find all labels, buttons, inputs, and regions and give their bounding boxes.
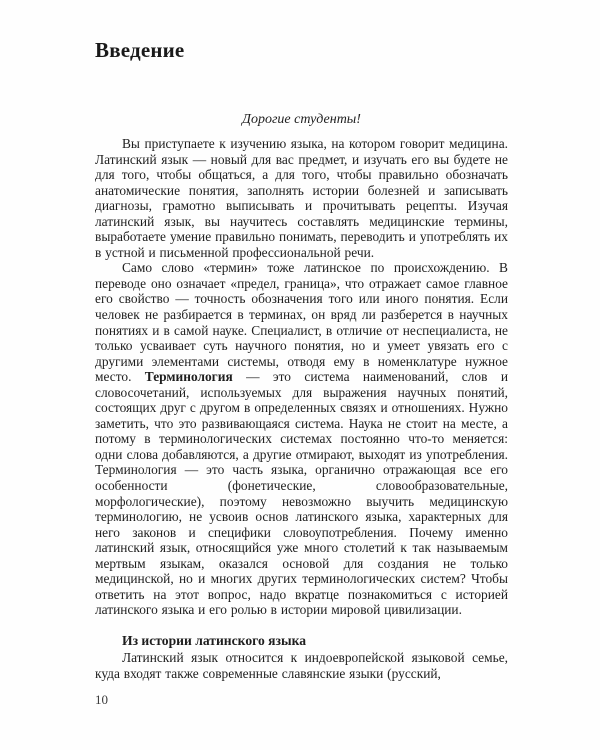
page-number: 10 xyxy=(95,692,108,707)
paragraph-intro: Вы приступаете к изучению языка, на котором говорит медицина. Латинский язык — новый для вас предмет, и изучать его вы будете не для того, чтобы общаться, а для того, чтобы правильно обозначать анатомические понятия, заполнять истории болезней и записывать диагнозы, грамотно выписывать и прочитывать рецепты. Изучая латинский язык, вы научитесь составлять медицинские термины, выработаете умение правильно понимать, переводить и употреблять их в устной и письменной профессиональной речи. xyxy=(95,136,508,260)
salutation: Дорогие студенты! xyxy=(242,112,361,127)
paragraph-terminology-after-bold: — это система наименований, слов и словосочетаний, используемых для выражения научных понятий, состоящих друг с другом в определенных связях и отношениях. Нужно заметить, что это развивающаяся система. Наука не стоит на месте, а потому в терминологических системах постоянно что-то меняется: одни слова добавляются, а другие отмирают, выходят из употребления. Терминология — это часть языка, органично отражающая все его особенности (фонетические, словообразовательные, морфологические), поэтому невозможно выучить медицинскую терминологию, не усвоив основ латинского языка, характерных для него законов и специфики словоупотребления. Почему именно латинский язык, относящийся уже много столетий к так называемым мертвым языкам, оказался основой для создания не только медицинской, но и многих других терминологических систем? Чтобы ответить на этот вопрос, надо вкратце познакомиться с историей латинского языка и его ролью в истории мировой цивилизации. xyxy=(95,369,508,618)
paragraph-terminology-before-bold: Само слово «термин» тоже латинское по происхождению. В переводе оно означает «предел, граница», что отражает самое главное его свойство — точность обозначения того или иного понятия. Если человек не разбирается в терминах, он вряд ли разберется в научных понятиях и в самой науке. Специалист, в отличие от неспециалиста, не только усваивает суть научного понятия, но и умеет увязать его с другими элементами системы, отводя ему в номенклатуре нужное место. xyxy=(95,260,508,385)
page-content xyxy=(95,38,508,681)
bold-term-terminologiya: Терминология xyxy=(144,369,233,385)
paragraph-terminology xyxy=(95,260,508,618)
chapter-title: Введение xyxy=(95,38,185,62)
paragraph-history: Латинский язык относится к индоевропейской языковой семье, куда входят также современные славянские языки (русский, xyxy=(95,649,508,681)
section-subheading-history: Из истории латинского языка xyxy=(122,632,306,648)
